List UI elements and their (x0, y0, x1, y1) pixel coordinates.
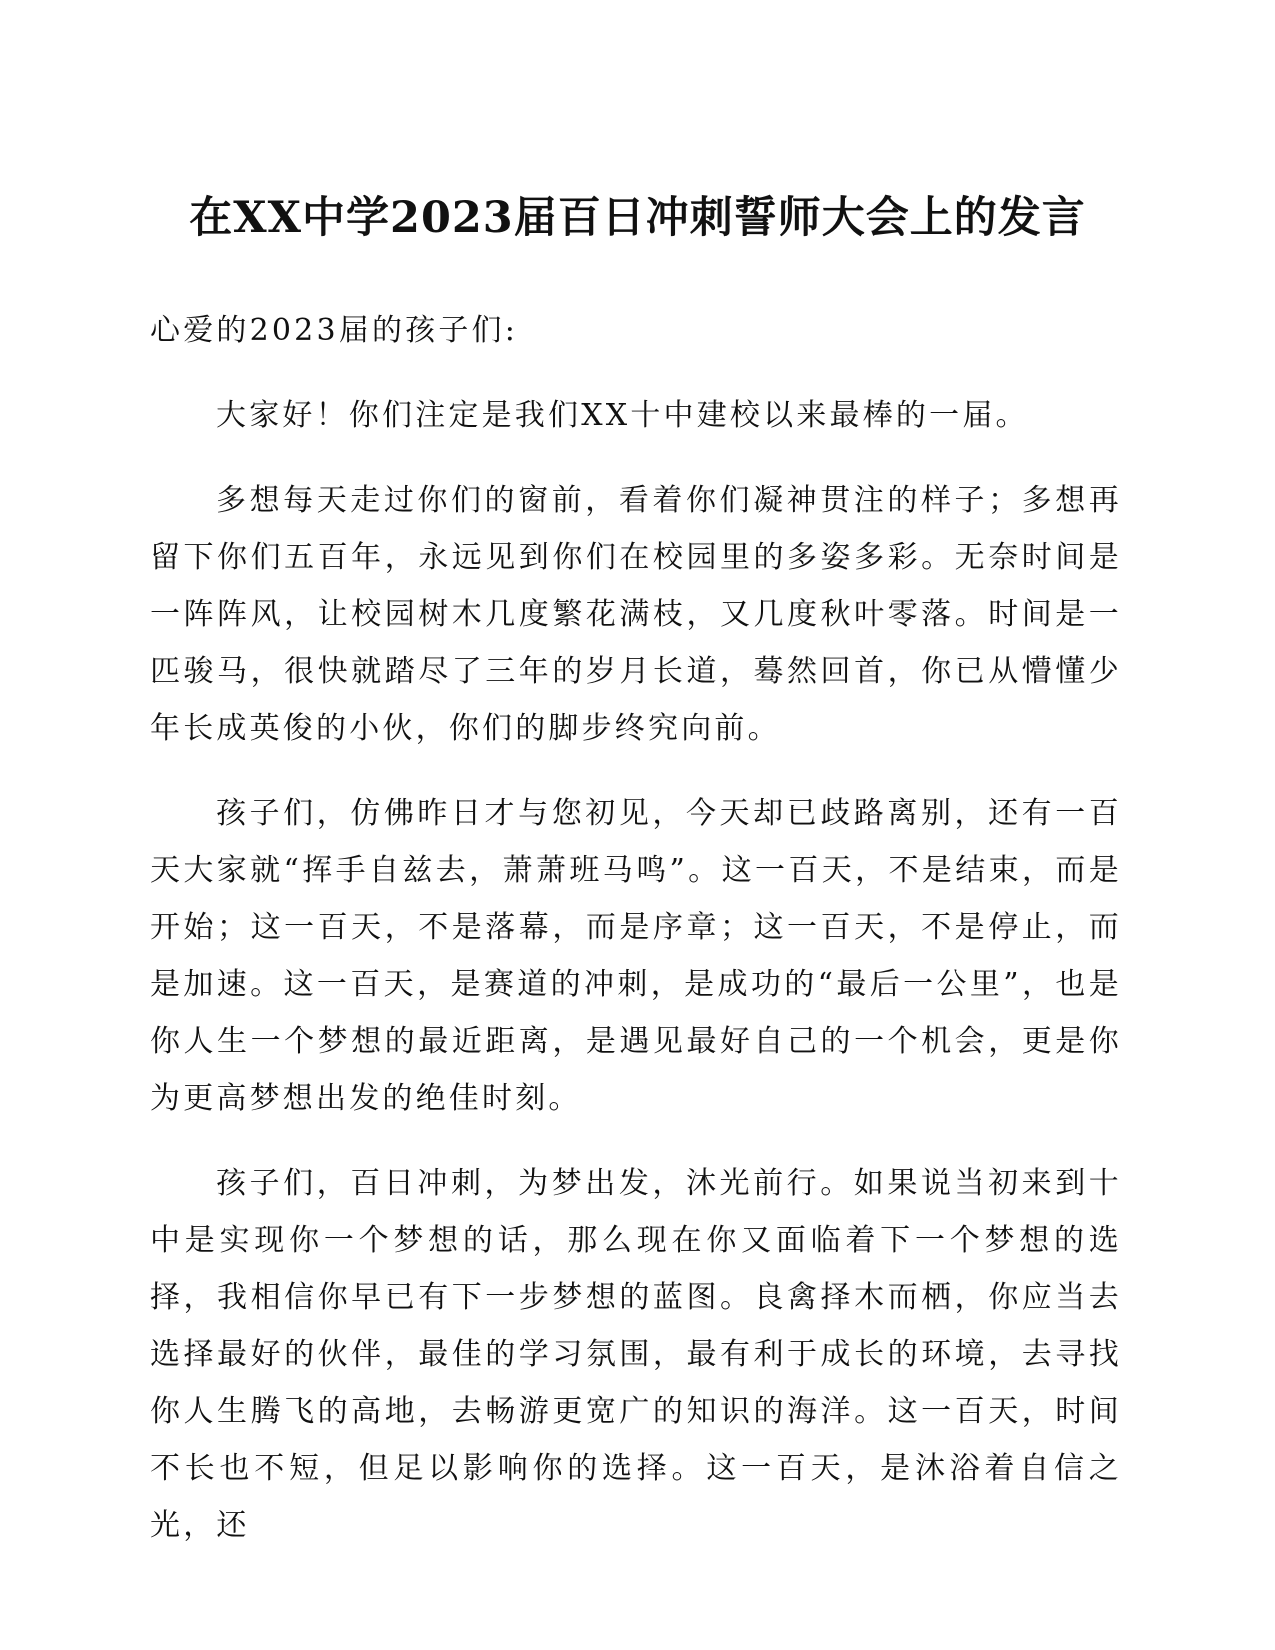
document-title: 在XX中学2023届百日冲刺誓师大会上的发言 (189, 193, 1086, 243)
paragraph-dream: 孩子们，百日冲刺，为梦出发，沐光前行。如果说当初来到十中是实现你一个梦想的话，那么现在你又面临着下一个梦想的选择，我相信你早已有下一步梦想的蓝图。良禽择木而栖，你应当去选择最好的伙伴，最佳的学习氛围，最有利于成长的环境，去寻找你人生腾飞的高地，去畅游更宽广的知识的海洋。这一百天，时间不长也不短，但足以影响你的选择。这一百天，是沐浴着自信之光，还 (150, 1166, 1122, 1543)
salutation: 心爱的2023届的孩子们: (150, 313, 519, 348)
paragraph-time: 多想每天走过你们的窗前，看着你们凝神贯注的样子；多想再留下你们五百年，永远见到你们在校园里的多姿多彩。无奈时间是一阵阵风，让校园树木几度繁花满枝，又几度秋叶零落。时间是一匹骏马，很快就踏尽了三年的岁月长道，蓦然回首，你已从懵懂少年长成英俊的小伙，你们的脚步终究向前。 (150, 483, 1122, 746)
paragraph-greeting: 大家好！你们注定是我们XX十中建校以来最棒的一届。 (216, 398, 1029, 433)
document-body (150, 302, 1122, 1582)
paragraph-hundred-days: 孩子们，仿佛昨日才与您初见，今天却已歧路离别，还有一百天大家就“挥手自兹去，萧萧班马鸣”。这一百天，不是结束，而是开始；这一百天，不是落幕，而是序章；这一百天，不是停止，而是加速。这一百天，是赛道的冲刺，是成功的“最后一公里”，也是你人生一个梦想的最近距离，是遇见最好自己的一个机会，更是你为更高梦想出发的绝佳时刻。 (150, 796, 1122, 1116)
